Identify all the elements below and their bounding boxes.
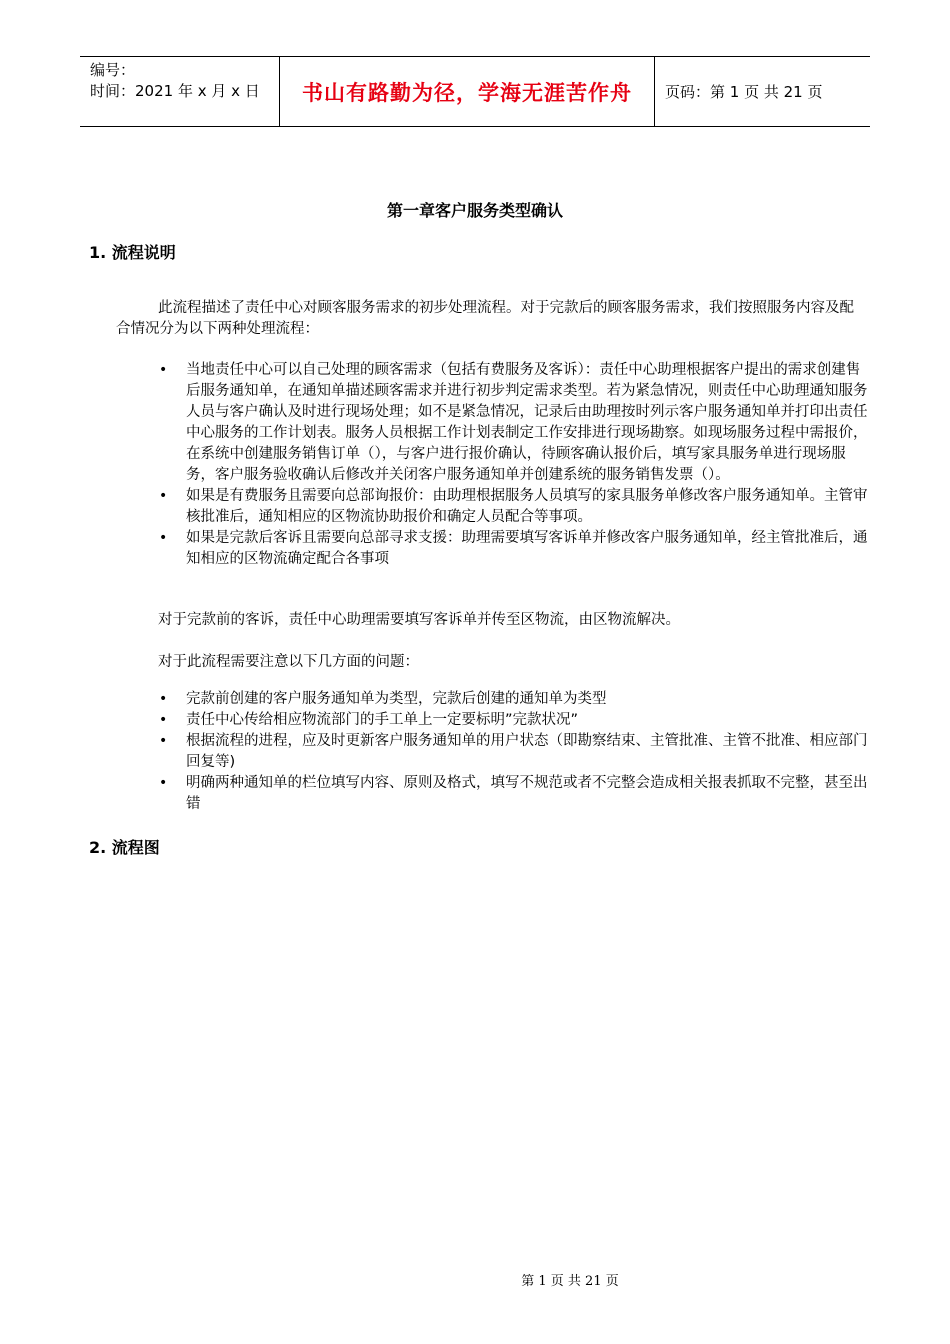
process-bullet-list	[116, 360, 868, 570]
header-page-code: 页码：第 1 页 共 21 页	[665, 83, 823, 101]
attention-bullet-list	[116, 689, 868, 815]
list-item	[116, 486, 868, 528]
header-meta	[80, 57, 280, 126]
bullet-text: 如果是有费服务且需要向总部询报价：由助理根据服务人员填写的家具服务单修改客户服务通知单。主管审核批准后，通知相应的区物流协助报价和确定人员配合等事项。	[186, 488, 868, 525]
bullet-text: 如果是完款后客诉且需要向总部寻求支援：助理需要填写客诉单并修改客户服务通知单，经主管批准后，通知相应的区物流确定配合各事项	[186, 530, 868, 567]
list-item	[116, 528, 868, 570]
list-item	[116, 773, 868, 815]
bullet-icon: •	[159, 775, 168, 791]
page-header	[80, 56, 870, 127]
section-heading-flowchart: 2. 流程图	[89, 838, 160, 857]
section-heading-process-description: 1. 流程说明	[89, 243, 176, 262]
bullet-text: 当地责任中心可以自己处理的顾客需求（包括有费服务及客诉）：责任中心助理根据客户提出的需求创建售后服务通知单，在通知单描述顾客需求并进行初步判定需求类型。若为紧急情况，则责任中心助理通知服务人员与客户确认及时进行现场处理；如不是紧急情况，记录后由助理按时列示客户服务通知单并打印出责任中心服务的工作计划表。服务人员根据工作计划表制定工作安排进行现场勘察。如现场服务过程中需报价，在系统中创建服务销售订单（），与客户进行报价确认，待顾客确认报价后，填写家具服务单进行现场服务，客户服务验收确认后修改并关闭客户服务通知单并创建系统的服务销售发票（）。	[186, 362, 868, 483]
list-item	[116, 360, 868, 486]
bullet-icon: •	[159, 362, 168, 378]
pre-payment-note: 对于完款前的客诉，责任中心助理需要填写客诉单并传至区物流，由区物流解决。	[158, 612, 680, 628]
bullet-icon: •	[159, 733, 168, 749]
serial-label: 编号：	[90, 61, 136, 79]
list-item	[116, 710, 868, 731]
bullet-icon: •	[159, 530, 168, 546]
header-motto: 书山有路勤为径，学海无涯苦作舟	[280, 57, 655, 126]
bullet-text: 完款前创建的客户服务通知单为类型，完款后创建的通知单为类型	[186, 691, 607, 707]
bullet-icon: •	[159, 712, 168, 728]
intro-paragraph: 此流程描述了责任中心对顾客服务需求的初步处理流程。对于完款后的顾客服务需求，我们按照服务内容及配合情况分为以下两种处理流程：	[116, 300, 854, 337]
bullet-text: 明确两种通知单的栏位填写内容、原则及格式，填写不规范或者不完整会造成相关报表抓取不完整，甚至出错	[186, 775, 868, 812]
bullet-text: 责任中心传给相应物流部门的手工单上一定要标明”完款状况”	[186, 712, 579, 728]
chapter-title: 第一章客户服务类型确认	[386, 201, 563, 220]
bullet-icon: •	[159, 691, 168, 707]
list-item	[116, 731, 868, 773]
list-item	[116, 689, 868, 710]
time-label: 时间：2021 年 x 月 x 日	[90, 82, 260, 100]
bullet-icon: •	[159, 488, 168, 504]
attention-intro: 对于此流程需要注意以下几方面的问题：	[158, 654, 419, 670]
bullet-text: 根据流程的进程，应及时更新客户服务通知单的用户状态（即勘察结束、主管批准、主管不批准、相应部门回复等)	[186, 733, 868, 770]
page-footer: 第 1 页 共 21 页	[521, 1274, 619, 1289]
